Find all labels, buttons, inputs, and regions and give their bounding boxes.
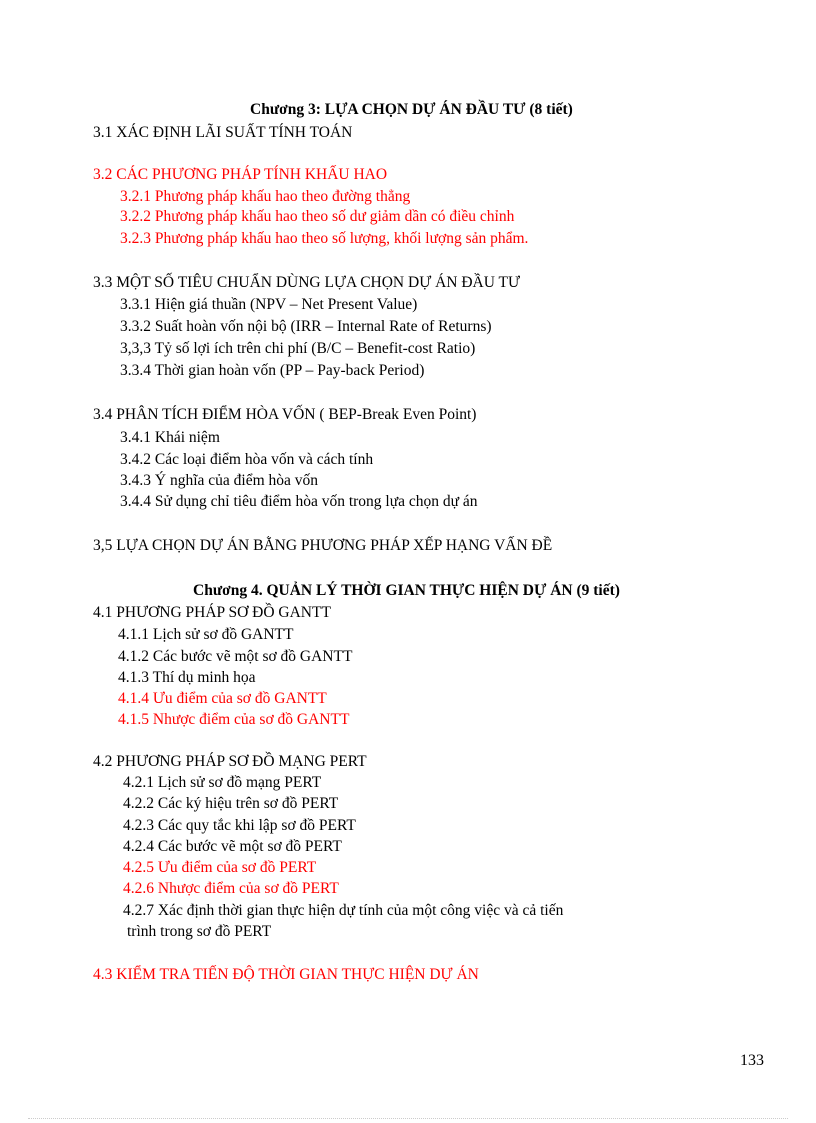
- subsection-3-3-1: 3.3.1 Hiện giá thuần (NPV – Net Present Value): [120, 296, 418, 313]
- subsection-4-2-5: 4.2.5 Ưu điểm của sơ đồ PERT: [123, 859, 317, 876]
- section-3-3: 3.3 MỘT SỐ TIÊU CHUẨN DÙNG LỰA CHỌN DỰ ÁN ĐẦU TƯ: [93, 274, 521, 291]
- subsection-4-1-5: 4.1.5 Nhược điểm của sơ đồ GANTT: [118, 711, 350, 728]
- subsection-4-1-3: 4.1.3 Thí dụ minh họa: [118, 669, 256, 686]
- subsection-4-2-7: 4.2.7 Xác định thời gian thực hiện dự tính của một công việc và cả tiến: [123, 902, 564, 919]
- section-4-2: 4.2 PHƯƠNG PHÁP SƠ ĐỒ MẠNG PERT: [93, 753, 367, 770]
- subsection-3-4-3: 3.4.3 Ý nghĩa của điểm hòa vốn: [120, 472, 319, 489]
- subsection-4-2-7-continued: trình trong sơ đồ PERT: [127, 923, 272, 940]
- page-number: 133: [740, 1052, 764, 1069]
- subsection-3-3-2: 3.3.2 Suất hoàn vốn nội bộ (IRR – Internal Rate of Returns): [120, 318, 492, 335]
- section-4-3: 4.3 KIỂM TRA TIẾN ĐỘ THỜI GIAN THỰC HIỆN DỰ ÁN: [93, 966, 479, 983]
- section-3-5: 3,5 LỰA CHỌN DỰ ÁN BẰNG PHƯƠNG PHÁP XẾP HẠNG VẤN ĐỀ: [93, 537, 553, 554]
- chapter-4-title: Chương 4. QUẢN LÝ THỜI GIAN THỰC HIỆN DỰ ÁN (9 tiết): [193, 582, 620, 599]
- subsection-4-2-6: 4.2.6 Nhược điểm của sơ đồ PERT: [123, 880, 339, 897]
- subsection-4-2-4: 4.2.4 Các bước vẽ một sơ đồ PERT: [123, 838, 342, 855]
- subsection-4-2-3: 4.2.3 Các quy tắc khi lập sơ đồ PERT: [123, 817, 356, 834]
- section-3-4: 3.4 PHÂN TÍCH ĐIỂM HÒA VỐN ( BEP-Break Even Point): [93, 406, 477, 423]
- subsection-3-4-2: 3.4.2 Các loại điểm hòa vốn và cách tính: [120, 451, 374, 468]
- page-bottom-divider: [28, 1118, 788, 1119]
- subsection-3-2-1: 3.2.1 Phương pháp khấu hao theo đường thẳng: [120, 188, 411, 205]
- subsection-3-4-4: 3.4.4 Sử dụng chỉ tiêu điểm hòa vốn trong lựa chọn dự án: [120, 493, 478, 510]
- chapter-3-title: Chương 3: LỰA CHỌN DỰ ÁN ĐẦU TƯ (8 tiết): [250, 101, 573, 118]
- subsection-4-1-2: 4.1.2 Các bước vẽ một sơ đồ GANTT: [118, 648, 353, 665]
- section-3-1: 3.1 XÁC ĐỊNH LÃI SUẤT TÍNH TOÁN: [93, 124, 353, 141]
- subsection-3-3-3: 3,3,3 Tỷ số lợi ích trên chi phí (B/C – Benefit-cost Ratio): [120, 340, 476, 357]
- section-4-1: 4.1 PHƯƠNG PHÁP SƠ ĐỒ GANTT: [93, 604, 331, 621]
- subsection-4-1-1: 4.1.1 Lịch sử sơ đồ GANTT: [118, 626, 294, 643]
- subsection-3-4-1: 3.4.1 Khái niệm: [120, 429, 220, 446]
- subsection-4-1-4: 4.1.4 Ưu điểm của sơ đồ GANTT: [118, 690, 327, 707]
- subsection-3-2-2: 3.2.2 Phương pháp khấu hao theo số dư giảm dần có điều chỉnh: [120, 208, 515, 225]
- section-3-2: 3.2 CÁC PHƯƠNG PHÁP TÍNH KHẤU HAO: [93, 166, 388, 183]
- subsection-3-3-4: 3.3.4 Thời gian hoàn vốn (PP – Pay-back Period): [120, 362, 425, 379]
- subsection-4-2-1: 4.2.1 Lịch sử sơ đồ mạng PERT: [123, 774, 322, 791]
- subsection-3-2-3: 3.2.3 Phương pháp khấu hao theo số lượng, khối lượng sản phẩm.: [120, 230, 529, 247]
- subsection-4-2-2: 4.2.2 Các ký hiệu trên sơ đồ PERT: [123, 795, 339, 812]
